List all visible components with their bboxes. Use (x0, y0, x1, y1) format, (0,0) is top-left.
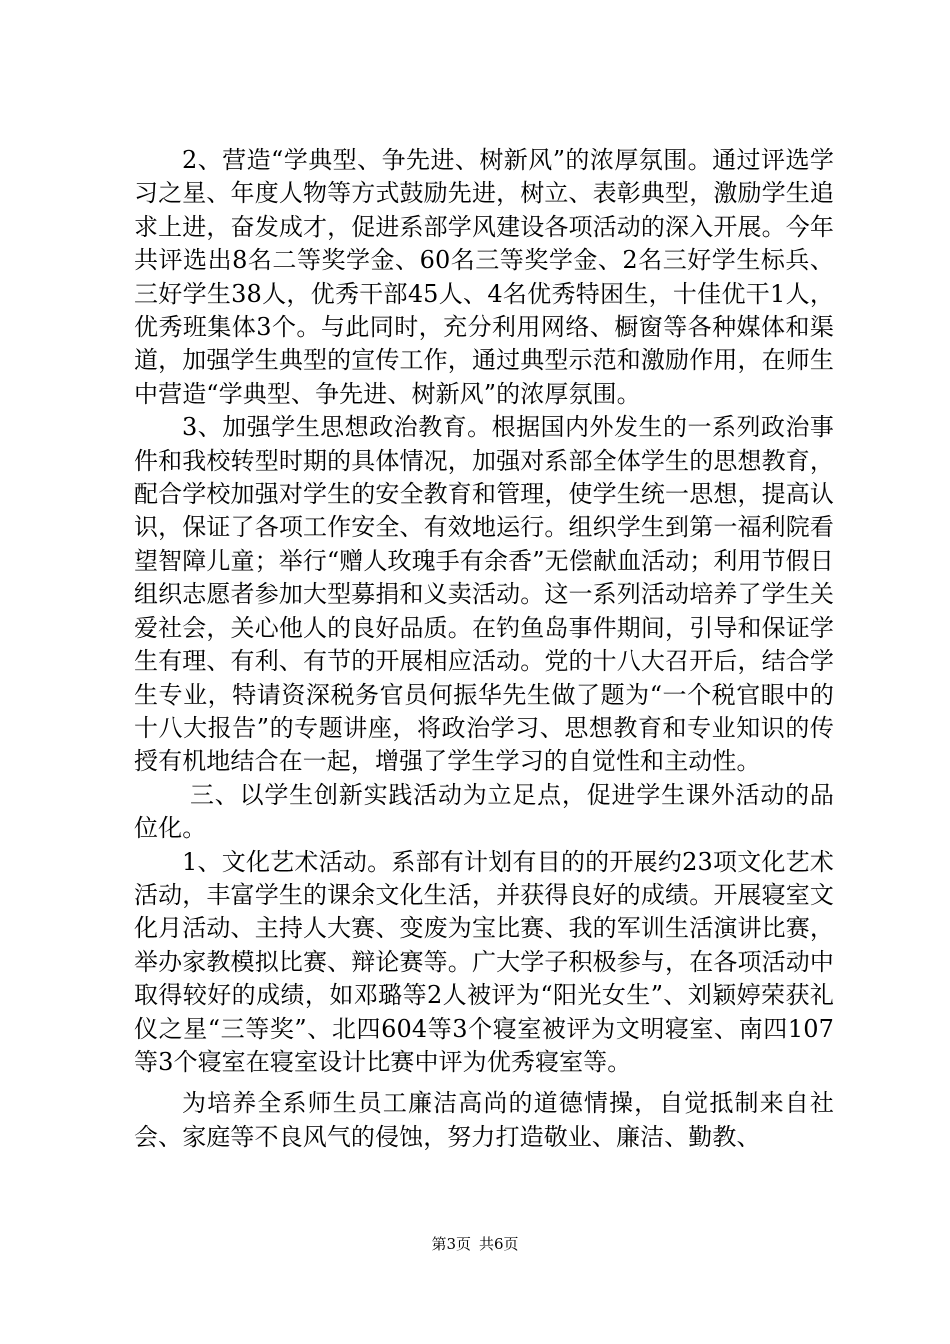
paragraph-political-education: 3、加强学生思想政治教育。根据国内外发生的一系列政治事件和我校转型时期的具体情况，加强对系部全体学生的思想教育，配合学校加强对学生的安全教育和管理，使学生统一思想，提高认识，保证了各项工作安全、有效地运行。组织学生到第一福利院看望智障儿童；举行“赠人玫瑰手有余香”无偿献血活动；利用节假日组织志愿者参加大型募捐和义卖活动。这一系列活动培养了学生关爱社会，关心他人的良好品质。在钓鱼岛事件期间，引导和保证学生有理、有利、有节的开展相应活动。党的十八大召开后，结合学生专业，特请资深税务官员何振华先生做了题为“一个税官眼中的十八大报告”的专题讲座，将政治学习、思想教育和专业知识的传授有机地结合在一起，增强了学生学习的自觉性和主动性。 (134, 413, 834, 776)
page-footer (0, 1234, 950, 1254)
section-heading-innovation-practice: 三、以学生创新实践活动为立足点，促进学生课外活动的品位化。 (134, 780, 834, 843)
paragraph-cultural-activities: 1、文化艺术活动。系部有计划有目的的开展约23项文化艺术活动，丰富学生的课余文化生活，并获得良好的成绩。开展寝室文化月活动、主持人大赛、变废为宝比赛、我的军训生活演讲比赛，举办家教模拟比赛、辩论赛等。广大学子积极参与，在各项活动中取得较好的成绩，如邓璐等2人被评为“阳光女生”、刘颖婷荣获礼仪之星“三等奖”、北四604等3个寝室被评为文明寝室、南四107等3个寝室在寝室设计比赛中评为优秀寝室等。 (134, 847, 834, 1076)
page-total: 共6页 (479, 1235, 519, 1253)
paragraph-typical-atmosphere: 2、营造“学典型、争先进、树新风”的浓厚氛围。通过评选学习之星、年度人物等方式鼓励先进，树立、表彰典型，激励学生追求上进，奋发成才，促进系部学风建设各项活动的深入开展。今年共评选出8名二等奖学金、60名三等奖学金、2名三好学生标兵、三好学生38人，优秀干部45人、4名优秀特困生，十佳优干1人，优秀班集体3个。与此同时，充分利用网络、橱窗等各种媒体和渠道，加强学生典型的宣传工作，通过典型示范和激励作用，在师生中营造“学典型、争先进、树新风”的浓厚氛围。 (134, 146, 834, 408)
paragraph-integrity-education: 为培养全系师生员工廉洁高尚的道德情操，自觉抵制来自社会、家庭等不良风气的侵蚀，努力打造敬业、廉洁、勤教、 (134, 1089, 834, 1151)
page-number: 第3页 (431, 1235, 471, 1253)
document-body (134, 144, 834, 1154)
